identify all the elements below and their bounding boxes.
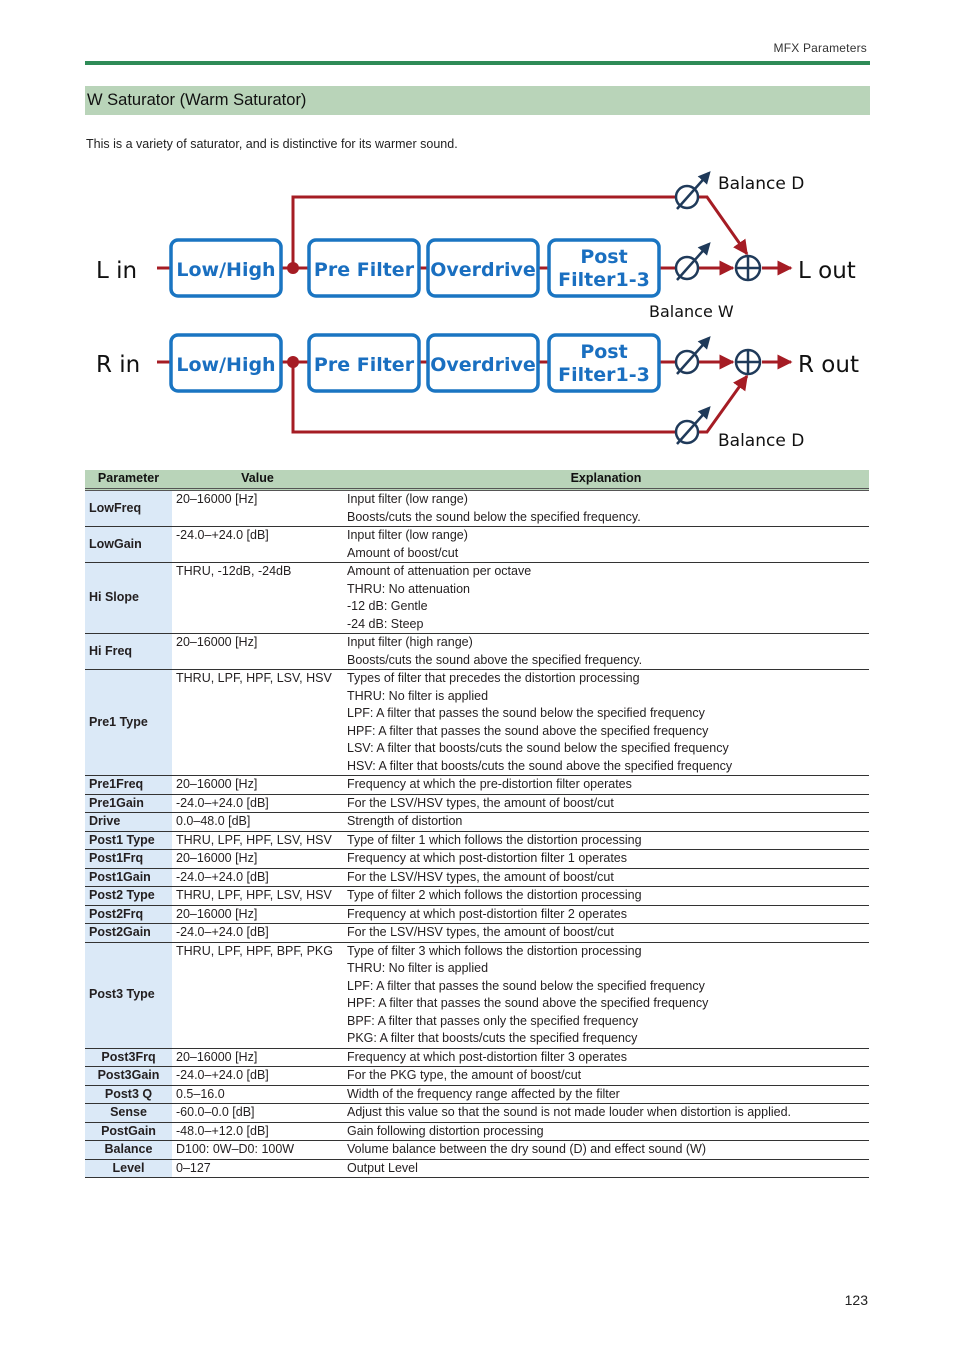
parameter-explanation: [343, 813, 869, 832]
parameter-value-range: -48.0–+12.0 [dB]: [172, 1122, 343, 1141]
r-low-high-block: [171, 335, 281, 391]
knob-icon-l-dry: [676, 173, 709, 209]
parameter-value-range: 20–16000 [Hz]: [172, 634, 343, 670]
parameter-value-range: -24.0–+24.0 [dB]: [172, 794, 343, 813]
explanation-line: Frequency at which post-distortion filter 1 operates: [347, 851, 627, 865]
parameter-name: Post2 Type: [85, 887, 172, 906]
explanation-line: BPF: A filter that passes only the specified frequency: [347, 1013, 639, 1028]
parameter-explanation: [343, 887, 869, 906]
balance-d-top-label: Balance D: [718, 174, 805, 194]
parameter-explanation: [343, 490, 869, 527]
explanation-line: -24 dB: Steep: [347, 616, 424, 631]
explanation-line: THRU: No filter is applied: [347, 688, 489, 703]
explanation-line: Boosts/cuts the sound below the specified frequency.: [347, 509, 641, 524]
parameter-name: Post3 Q: [85, 1085, 172, 1104]
table-row: [85, 490, 869, 527]
l-low-high-block: [171, 240, 281, 296]
table-row: [85, 794, 869, 813]
explanation-line: Frequency at which post-distortion filter 3 operates: [347, 1049, 627, 1064]
explanation-line: HSV: A filter that boosts/cuts the sound above the specified frequency: [347, 758, 733, 773]
parameter-name: Level: [85, 1159, 172, 1178]
table-row: [85, 1122, 869, 1141]
parameter-explanation: [343, 1141, 869, 1160]
r-out-label: R out: [798, 352, 859, 378]
svg-text:Filter1-3: Filter1-3: [558, 364, 650, 386]
parameter-name: Post3Frq: [85, 1048, 172, 1067]
svg-text:Filter1-3: Filter1-3: [558, 269, 650, 291]
explanation-line: Input filter (high range): [347, 635, 473, 649]
explanation-line: Strength of distortion: [347, 814, 463, 828]
explanation-line: THRU: No filter is applied: [347, 961, 489, 975]
knob-icon-r-dry: [676, 408, 709, 444]
table-row: [85, 670, 869, 776]
explanation-line: Width of the frequency range affected by the filter: [347, 1086, 620, 1101]
r-mixer-plus-icon: [736, 350, 760, 374]
explanation-line: -12 dB: Gentle: [347, 599, 428, 613]
table-row: [85, 527, 869, 563]
parameter-name: Hi Slope: [85, 563, 172, 634]
explanation-line: LPF: A filter that passes the sound below the specified frequency: [347, 706, 705, 720]
explanation-line: Gain following distortion processing: [347, 1123, 544, 1138]
table-row: [85, 1159, 869, 1178]
table-row: [85, 942, 869, 1048]
explanation-line: For the LSV/HSV types, the amount of boost/cut: [347, 925, 614, 939]
explanation-line: LPF: A filter that passes the sound below the specified frequency: [347, 978, 705, 993]
page-number: 123: [844, 1292, 868, 1308]
parameter-name: Pre1Freq: [85, 776, 172, 795]
header-value: Value: [172, 470, 343, 490]
explanation-line: Input filter (low range): [347, 528, 468, 542]
table-row: [85, 776, 869, 795]
table-header-row: [85, 470, 869, 490]
parameter-name: Drive: [85, 813, 172, 832]
svg-text:Pre Filter: Pre Filter: [313, 354, 415, 376]
parameter-name: Pre1 Type: [85, 670, 172, 776]
table-row: [85, 1067, 869, 1086]
parameter-explanation: [343, 850, 869, 869]
knob-icon-r-wet: [676, 338, 709, 374]
parameter-name: LowFreq: [85, 490, 172, 527]
parameter-name: Pre1Gain: [85, 794, 172, 813]
r-overdrive-block: [428, 335, 538, 391]
parameter-value-range: 0.0–48.0 [dB]: [172, 813, 343, 832]
table-row: [85, 1104, 869, 1123]
l-in-label: L in: [96, 258, 138, 284]
parameter-value-range: THRU, LPF, HPF, BPF, PKG: [172, 942, 343, 1048]
table-row: [85, 831, 869, 850]
table-row: [85, 868, 869, 887]
knob-icon-l-wet: [676, 244, 709, 280]
balance-w-label: Balance W: [649, 302, 734, 321]
r-post-filter-block: [549, 335, 659, 391]
parameter-name: Post1 Type: [85, 831, 172, 850]
explanation-line: For the LSV/HSV types, the amount of boost/cut: [347, 869, 614, 884]
parameter-value-range: -24.0–+24.0 [dB]: [172, 1067, 343, 1086]
explanation-line: Volume balance between the dry sound (D) and effect sound (W): [347, 1142, 707, 1156]
parameter-explanation: [343, 670, 869, 776]
l-post-filter-block: [549, 240, 659, 296]
parameter-explanation: [343, 563, 869, 634]
parameter-value-range: 20–16000 [Hz]: [172, 776, 343, 795]
r-in-label: R in: [96, 352, 141, 378]
parameter-explanation: [343, 868, 869, 887]
l-pre-filter-block: [309, 240, 419, 296]
parameter-explanation: [343, 527, 869, 563]
intro-text: This is a variety of saturator, and is distinctive for its warmer sound.: [86, 137, 458, 151]
parameter-value-range: 20–16000 [Hz]: [172, 490, 343, 527]
svg-text:Overdrive: Overdrive: [430, 354, 536, 376]
parameter-value-range: THRU, -12dB, -24dB: [172, 563, 343, 634]
explanation-line: Adjust this value so that the sound is not made louder when distortion is applied.: [347, 1105, 792, 1119]
svg-text:Post: Post: [580, 341, 628, 363]
l-mixer-plus-icon: [736, 256, 760, 280]
parameter-value-range: 0–127: [172, 1159, 343, 1178]
explanation-line: Boosts/cuts the sound above the specified frequency.: [347, 652, 643, 667]
parameter-explanation: [343, 905, 869, 924]
parameter-name: Post3 Type: [85, 942, 172, 1048]
parameter-explanation: [343, 942, 869, 1048]
parameter-table-body: [85, 490, 869, 1178]
parameter-name: Post2Gain: [85, 924, 172, 943]
parameter-value-range: -24.0–+24.0 [dB]: [172, 527, 343, 563]
parameter-name: Post3Gain: [85, 1067, 172, 1086]
mixer-icons: [736, 256, 760, 374]
parameter-value-range: -24.0–+24.0 [dB]: [172, 868, 343, 887]
parameter-table: [85, 470, 869, 1178]
explanation-line: Input filter (low range): [347, 492, 468, 506]
explanation-line: Amount of attenuation per octave: [347, 564, 532, 578]
balance-d-bottom-label: Balance D: [718, 431, 805, 451]
table-row: [85, 887, 869, 906]
explanation-line: Amount of boost/cut: [347, 545, 459, 560]
explanation-line: PKG: A filter that boosts/cuts the specified frequency: [347, 1031, 638, 1045]
explanation-line: Type of filter 3 which follows the distortion processing: [347, 943, 642, 958]
svg-text:Overdrive: Overdrive: [430, 259, 536, 281]
parameter-name: Post1Gain: [85, 868, 172, 887]
table-row: [85, 1141, 869, 1160]
explanation-line: Type of filter 1 which follows the distortion processing: [347, 832, 642, 847]
header-parameter: Parameter: [85, 470, 172, 490]
parameter-name: Sense: [85, 1104, 172, 1123]
parameter-explanation: [343, 1085, 869, 1104]
parameter-explanation: [343, 1067, 869, 1086]
table-row: [85, 850, 869, 869]
parameter-name: Balance: [85, 1141, 172, 1160]
table-row: [85, 813, 869, 832]
explanation-line: THRU: No attenuation: [347, 581, 470, 596]
explanation-line: Frequency at which post-distortion filter 2 operates: [347, 906, 627, 921]
parameter-value-range: -24.0–+24.0 [dB]: [172, 924, 343, 943]
explanation-line: Types of filter that precedes the distortion processing: [347, 671, 640, 685]
parameter-value-range: 20–16000 [Hz]: [172, 905, 343, 924]
explanation-line: Type of filter 2 which follows the distortion processing: [347, 888, 642, 902]
r-pre-filter-block: [309, 335, 419, 391]
header-explanation: Explanation: [343, 470, 869, 490]
parameter-explanation: [343, 924, 869, 943]
parameter-name: Hi Freq: [85, 634, 172, 670]
table-row: [85, 563, 869, 634]
table-row: [85, 905, 869, 924]
parameter-value-range: THRU, LPF, HPF, LSV, HSV: [172, 831, 343, 850]
signal-flow-diagram: [85, 160, 870, 455]
parameter-name: Post2Frq: [85, 905, 172, 924]
l-out-label: L out: [798, 258, 856, 284]
svg-text:Pre Filter: Pre Filter: [313, 259, 415, 281]
explanation-line: Output Level: [347, 1160, 418, 1175]
table-row: [85, 634, 869, 670]
svg-text:Low/High: Low/High: [176, 354, 276, 376]
header-rule: [85, 61, 870, 65]
explanation-line: For the LSV/HSV types, the amount of boost/cut: [347, 795, 614, 810]
parameter-explanation: [343, 1159, 869, 1178]
parameter-explanation: [343, 634, 869, 670]
explanation-line: HPF: A filter that passes the sound above the specified frequency: [347, 723, 709, 738]
svg-text:Low/High: Low/High: [176, 259, 276, 281]
parameter-value-range: D100: 0W–D0: 100W: [172, 1141, 343, 1160]
parameter-value-range: 0.5–16.0: [172, 1085, 343, 1104]
parameter-explanation: [343, 1104, 869, 1123]
explanation-line: Frequency at which the pre-distortion filter operates: [347, 777, 632, 791]
parameter-value-range: THRU, LPF, HPF, LSV, HSV: [172, 887, 343, 906]
parameter-explanation: [343, 776, 869, 795]
l-split-node: [287, 262, 299, 274]
section-header-label: MFX Parameters: [773, 41, 867, 55]
parameter-value-range: THRU, LPF, HPF, LSV, HSV: [172, 670, 343, 776]
parameter-value-range: 20–16000 [Hz]: [172, 1048, 343, 1067]
parameter-value-range: 20–16000 [Hz]: [172, 850, 343, 869]
table-row: [85, 1048, 869, 1067]
explanation-line: LSV: A filter that boosts/cuts the sound below the specified frequency: [347, 741, 729, 755]
parameter-explanation: [343, 1122, 869, 1141]
parameter-explanation: [343, 794, 869, 813]
l-overdrive-block: [428, 240, 538, 296]
parameter-name: PostGain: [85, 1122, 172, 1141]
parameter-explanation: [343, 1048, 869, 1067]
svg-text:Post: Post: [580, 246, 628, 268]
parameter-explanation: [343, 831, 869, 850]
section-title: W Saturator (Warm Saturator): [85, 86, 870, 115]
table-row: [85, 924, 869, 943]
explanation-line: For the PKG type, the amount of boost/cut: [347, 1068, 582, 1082]
table-row: [85, 1085, 869, 1104]
parameter-value-range: -60.0–0.0 [dB]: [172, 1104, 343, 1123]
r-split-node: [287, 356, 299, 368]
parameter-name: LowGain: [85, 527, 172, 563]
parameter-name: Post1Frq: [85, 850, 172, 869]
explanation-line: HPF: A filter that passes the sound above the specified frequency: [347, 996, 709, 1010]
